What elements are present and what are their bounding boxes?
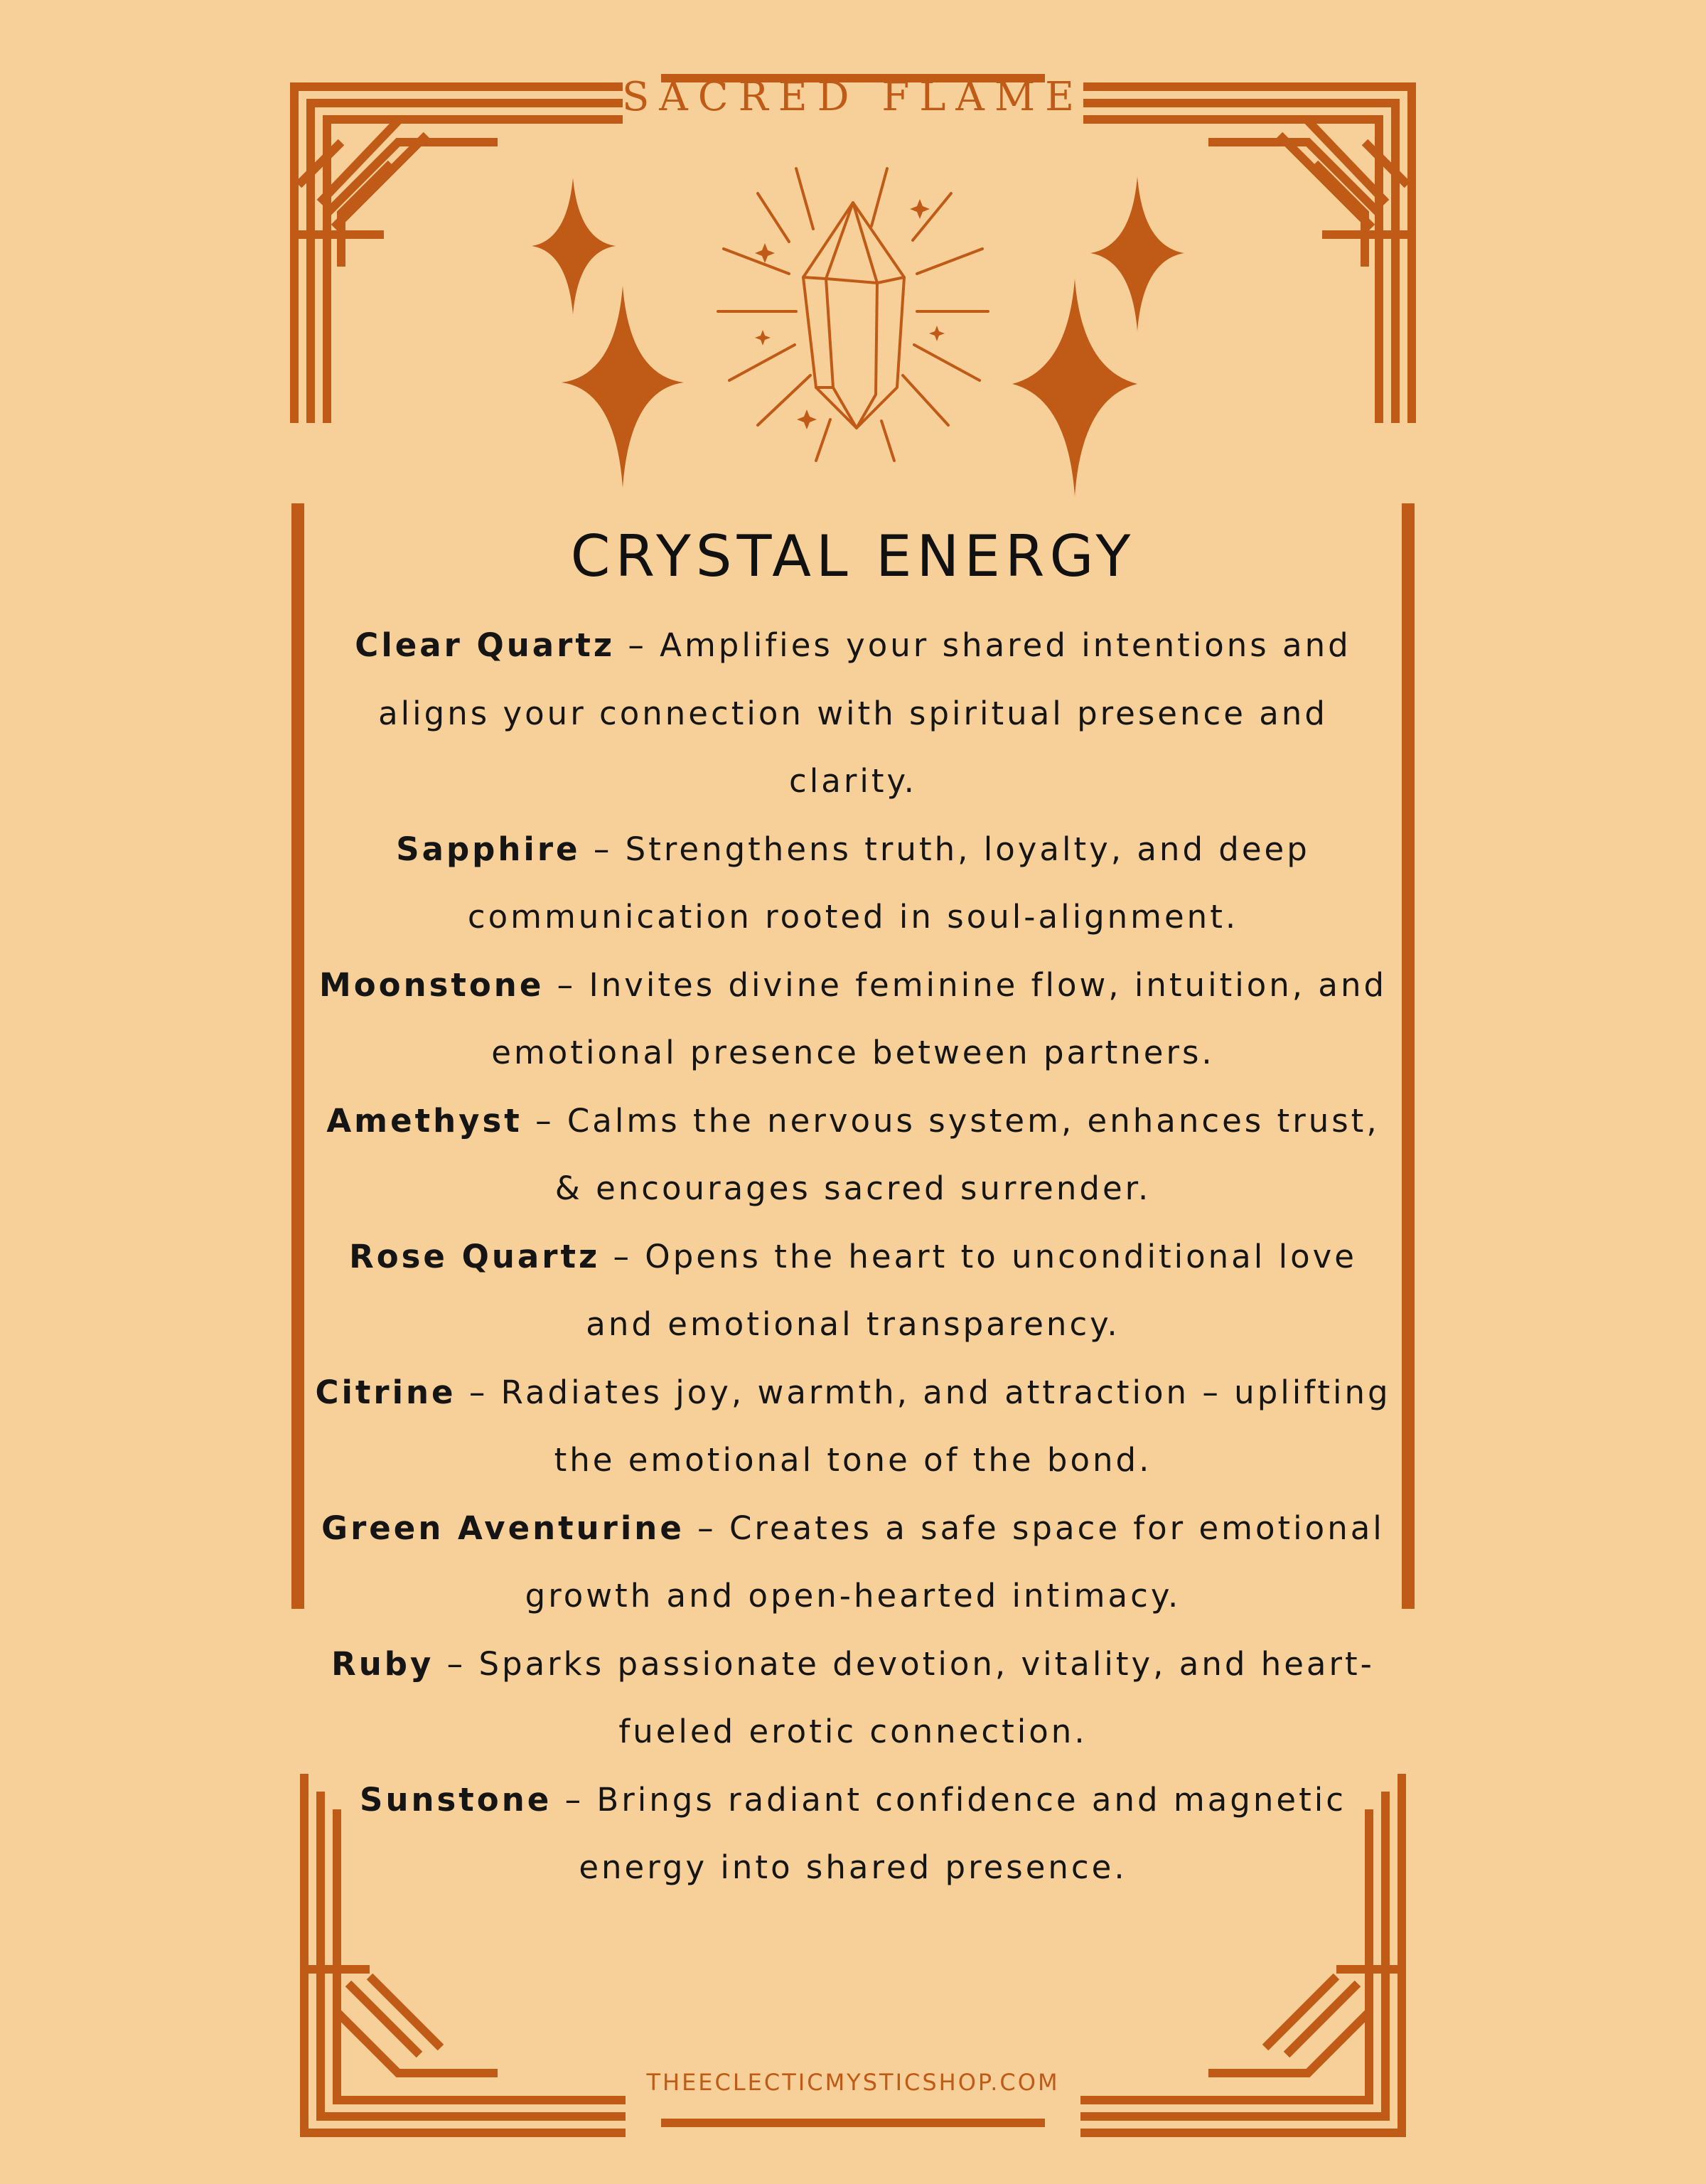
- crystal-description: – Creates a safe space for emotional growth and open-hearted intimacy.: [525, 1509, 1385, 1615]
- crystal-name: Green Aventurine: [321, 1509, 685, 1547]
- crystal-name: Amethyst: [326, 1101, 522, 1140]
- page-title: CRYSTAL ENERGY: [570, 523, 1136, 589]
- crystal-name: Sunstone: [360, 1780, 552, 1819]
- website-link[interactable]: THEECLECTICMYSTICSHOP.COM: [646, 2069, 1060, 2096]
- list-item: [313, 1359, 1393, 1494]
- left-rule: [291, 503, 304, 1609]
- list-item: [313, 611, 1393, 815]
- sparkle-icon: [1090, 176, 1184, 331]
- crystal-name: Ruby: [331, 1644, 434, 1683]
- list-item: [313, 1223, 1393, 1359]
- crystal-name: Clear Quartz: [355, 626, 616, 664]
- sparkle-icon: [562, 286, 684, 488]
- list-item: [313, 1630, 1393, 1766]
- crystal-name: Sapphire: [396, 830, 581, 868]
- crystal-description: – Invites divine feminine flow, intuition, and emotional presence between partners.: [491, 965, 1388, 1071]
- crystal-description: – Brings radiant confidence and magnetic energy into shared presence.: [552, 1780, 1346, 1886]
- crystal-name: Rose Quartz: [349, 1237, 601, 1275]
- sparkle-icon: [1012, 279, 1137, 496]
- right-rule: [1402, 503, 1415, 1609]
- crystal-description: – Calms the nervous system, enhances trust, & encourages sacred surrender.: [522, 1101, 1380, 1207]
- list-item: [313, 1494, 1393, 1630]
- list-item: [313, 951, 1393, 1087]
- crystal-name: Moonstone: [318, 965, 544, 1004]
- brand-name: SACRED FLAME: [621, 74, 1085, 120]
- crystal-name: Citrine: [315, 1373, 456, 1411]
- crystal-list: [313, 611, 1393, 1902]
- crystal-description: – Sparks passionate devotion, vitality, and heart-fueled erotic connection.: [434, 1644, 1375, 1750]
- crystal-description: – Opens the heart to unconditional love and emotional transparency.: [586, 1237, 1357, 1343]
- crystal-description: – Radiates joy, warmth, and attraction – uplifting the emotional tone of the bond.: [456, 1373, 1391, 1479]
- crystal-description: – Amplifies your shared intentions and aligns your connection with spiritual presence and clarity.: [378, 626, 1351, 800]
- list-item: [313, 815, 1393, 951]
- list-item: [313, 1087, 1393, 1223]
- sparkle-icon: [532, 178, 616, 314]
- crystal-icon: [718, 168, 988, 461]
- crystal-description: – Strengthens truth, loyalty, and deep communication rooted in soul-alignment.: [467, 830, 1310, 936]
- list-item: [313, 1766, 1393, 1902]
